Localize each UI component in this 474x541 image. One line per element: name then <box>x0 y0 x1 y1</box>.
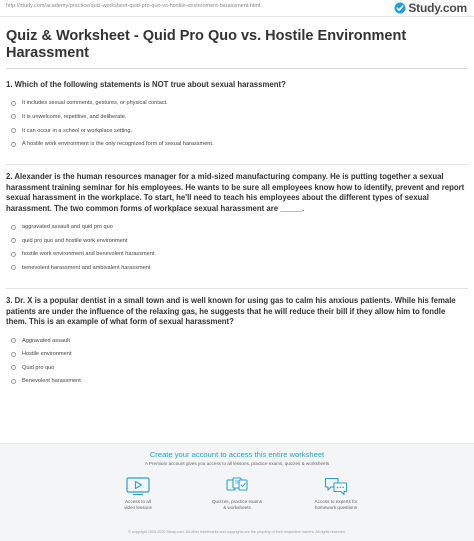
question-text: 1. Which of the following statements is NOT true about sexual harassment? <box>6 80 286 89</box>
feature-label-line2: video lessons <box>124 505 152 510</box>
question-text: 2. Alexander is the human resources manager for a mid-sized manufacturing company. He is putting together a sexual harassment training seminar for his employees. He wants to be sure all employees know how to identify, prevent and report sexual harassment in the workplace. To start, he'll need to teach his employees about the different types of sexual harassment. The two common forms of workplace sexual harassment are _____. <box>6 172 465 213</box>
option-label: Hostile environment <box>22 351 72 358</box>
page-title: Quiz & Worksheet - Quid Pro Quo vs. Hostile Environment Harassment <box>6 28 407 61</box>
video-lessons-icon <box>125 476 151 496</box>
feature-label-line2: & worksheets <box>223 505 251 510</box>
question-3 <box>6 296 468 388</box>
feature-quizzes <box>187 476 287 511</box>
logo-text: Study.com <box>408 1 467 15</box>
feature-experts <box>286 476 386 511</box>
question-2 <box>6 172 468 275</box>
radio-icon[interactable] <box>11 252 16 257</box>
answer-options <box>6 220 468 274</box>
question-divider <box>6 164 468 165</box>
answer-options <box>6 97 468 151</box>
radio-icon[interactable] <box>11 142 16 147</box>
answer-options <box>6 334 468 388</box>
experts-chat-icon <box>323 476 349 496</box>
answer-option[interactable] <box>6 347 468 361</box>
answer-option[interactable] <box>6 110 468 124</box>
option-label: hostile work environment and benevolent harassment <box>22 251 155 258</box>
answer-option[interactable] <box>6 220 468 234</box>
feature-label-line1: Access to all <box>125 499 151 504</box>
answer-option[interactable] <box>6 361 468 375</box>
option-label: A hostile work environment is the only recognized form of sexual harassment. <box>22 141 214 148</box>
feature-label <box>187 499 287 511</box>
top-bar <box>0 0 474 17</box>
feature-label-line2: homework questions <box>314 505 358 510</box>
feature-video-lessons <box>88 476 188 511</box>
radio-icon[interactable] <box>11 352 16 357</box>
feature-label <box>286 499 386 511</box>
question-divider <box>6 288 468 289</box>
option-label: quid pro quo and hostile work environment <box>22 237 128 244</box>
radio-icon[interactable] <box>11 114 16 119</box>
radio-icon[interactable] <box>11 238 16 243</box>
option-label: It includes sexual comments, gestures, or physical contact. <box>22 100 168 107</box>
radio-icon[interactable] <box>11 379 16 384</box>
option-label: aggravated assault and quid pro quo <box>22 224 113 231</box>
question-text: 3. Dr. X is a popular dentist in a small town and is well known for using gas to calm his anxious patients. While his female patients are under the influence of the relaxing gas, he suggests that he will reduce their bill if they allow him to fondle them. This is an example of what form of sexual harassment? <box>6 296 456 327</box>
answer-option[interactable] <box>6 334 468 348</box>
answer-option[interactable] <box>6 375 468 389</box>
study-logo[interactable] <box>394 1 467 15</box>
study-logo-icon <box>394 2 406 14</box>
radio-icon[interactable] <box>11 338 16 343</box>
feature-label-line1: Quizzes, practice exams <box>211 499 263 504</box>
option-label: It is unwelcome, repetitive, and deliberate. <box>22 113 127 120</box>
answer-option[interactable] <box>6 261 468 275</box>
answer-option[interactable] <box>6 234 468 248</box>
radio-icon[interactable] <box>11 128 16 133</box>
option-label: Aggravated assault <box>22 337 70 344</box>
radio-icon[interactable] <box>11 225 16 230</box>
promo-title[interactable]: Create your account to access this entire worksheet <box>149 450 325 459</box>
radio-icon[interactable] <box>11 365 16 370</box>
option-label: Benevolent harassment <box>22 378 81 385</box>
feature-label <box>88 499 188 511</box>
feature-label-line1: Access to experts for <box>314 499 358 504</box>
title-divider <box>6 68 468 69</box>
radio-icon[interactable] <box>11 265 16 270</box>
answer-option[interactable] <box>6 124 468 138</box>
answer-option[interactable] <box>6 248 468 262</box>
option-label: It can occur in a school or workplace setting. <box>22 127 133 134</box>
radio-icon[interactable] <box>11 101 16 106</box>
option-label: benevolent harassment and ambivalent harassment <box>22 264 151 271</box>
page-url[interactable]: http://study.com/academy/practice/quiz-worksheet-quid-pro-quo-vs-hostile-environment-harassment.html <box>6 3 261 9</box>
option-label: Quid pro quo <box>22 364 55 371</box>
copyright-notice: © copyright 2003-2020 Study.com. All other trademarks and copyrights are the property of their respective owners. All rights reserved. <box>128 530 346 534</box>
answer-option[interactable] <box>6 97 468 111</box>
question-1 <box>6 80 468 151</box>
quizzes-exams-icon <box>224 476 250 496</box>
premium-promo <box>0 443 474 541</box>
answer-option[interactable] <box>6 137 468 151</box>
promo-subtitle: A Premium account gives you access to all lessons, practice exams, quizzes & worksheets <box>144 461 330 466</box>
